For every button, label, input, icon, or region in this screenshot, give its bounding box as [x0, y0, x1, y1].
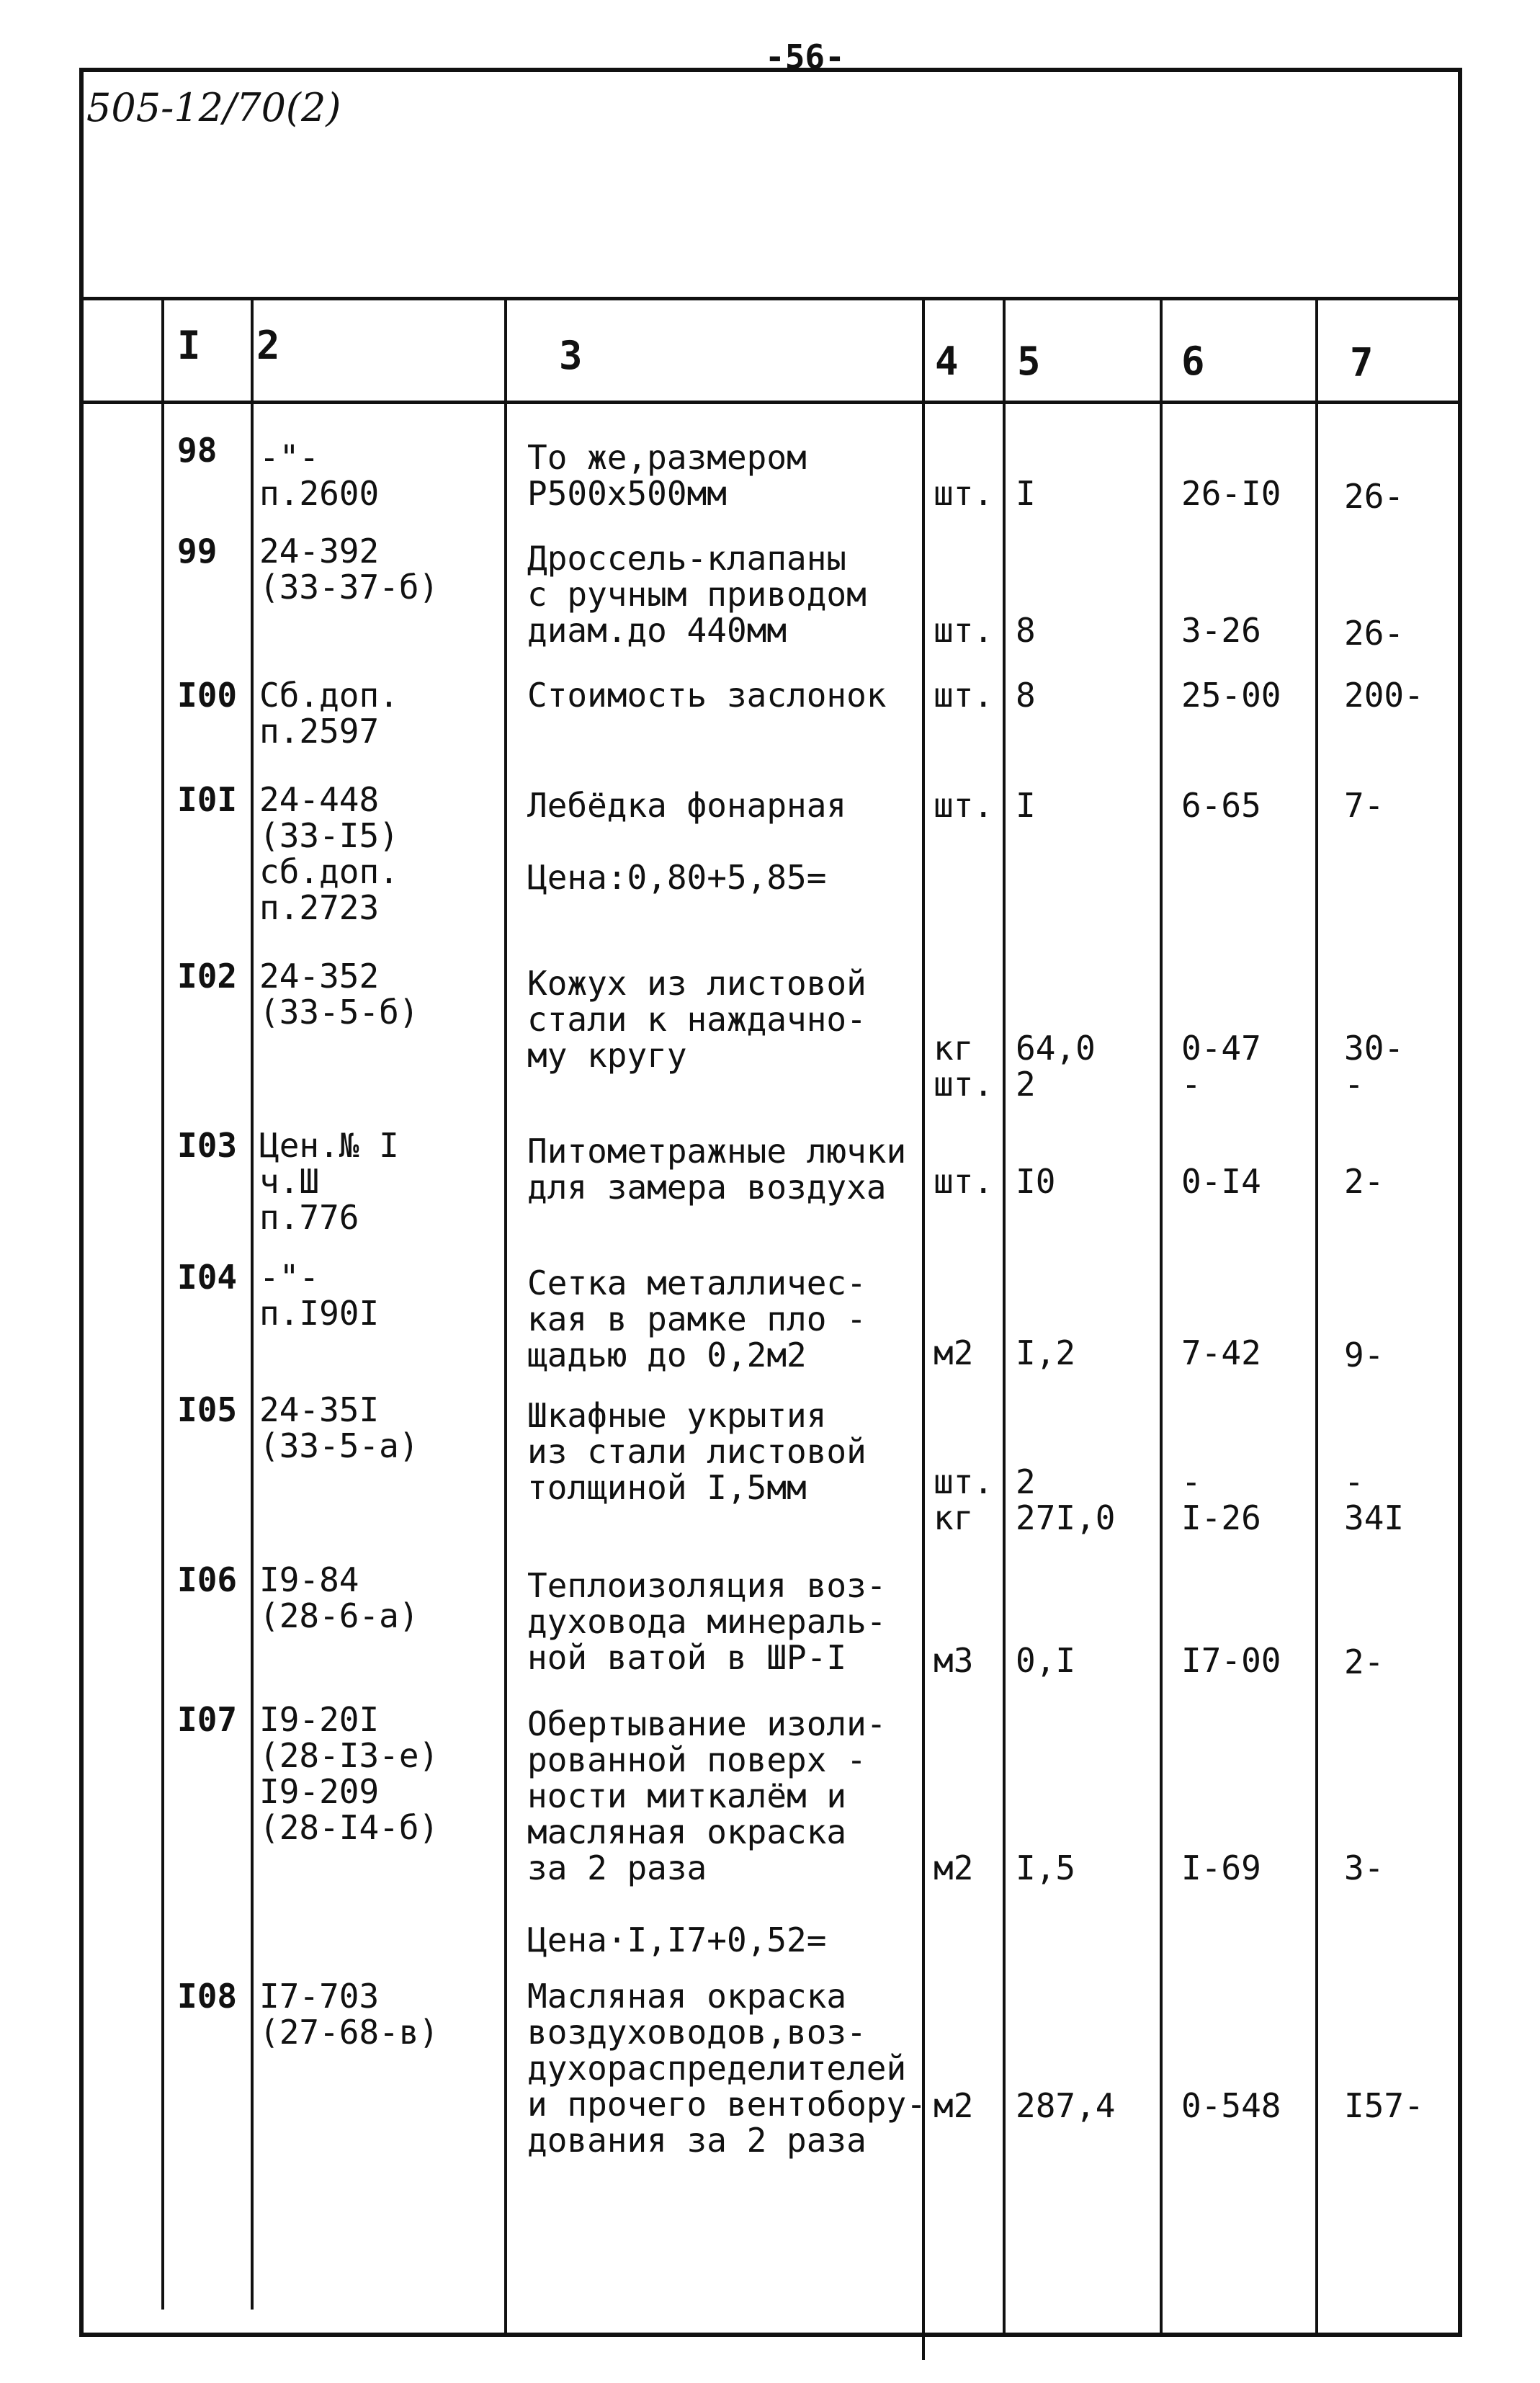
item-name: То же,размером Р500х500мм: [527, 438, 807, 513]
unit: шт. кг: [934, 1462, 994, 1537]
row-number: 99: [177, 532, 218, 571]
item-name: Стоимость заслонок: [527, 676, 887, 715]
unit: шт.: [934, 676, 994, 715]
item-name: Шкафные укрытия из стали листовой толщиной I,5мм: [527, 1396, 867, 1507]
unit-price: I-69: [1181, 1848, 1261, 1887]
quantity: I: [1016, 786, 1036, 825]
unit: м2: [934, 1333, 974, 1372]
price-reference: Цен.№ I ч.Ш п.776: [259, 1126, 399, 1237]
header-bottom-rule: [84, 401, 1458, 404]
quantity: I0: [1016, 1162, 1056, 1201]
unit-price: 3-26: [1181, 611, 1261, 650]
price-reference: -"- п.I90I: [259, 1258, 380, 1333]
unit-price: 6-65: [1181, 786, 1261, 825]
column-divider-6: [1160, 300, 1163, 2337]
column-header-6: 6: [1181, 339, 1205, 384]
unit-price: - I-26: [1181, 1462, 1261, 1537]
quantity: I,2: [1016, 1333, 1076, 1372]
total: - 34I: [1344, 1462, 1405, 1537]
quantity: 0,I: [1016, 1641, 1076, 1680]
unit: кг шт.: [934, 1029, 994, 1104]
quantity: 287,4: [1016, 2086, 1116, 2125]
item-name: Теплоизоляция воз- духовода минераль- ной ватой в ШР-I: [527, 1566, 887, 1677]
price-reference: I7-703 (27-68-в): [259, 1977, 439, 2052]
quantity: 2 27I,0: [1016, 1462, 1116, 1537]
column-divider-7: [1315, 300, 1318, 2337]
unit: м2: [934, 1848, 974, 1887]
unit: м2: [934, 2086, 974, 2125]
row-number: I04: [177, 1258, 238, 1297]
row-number: I02: [177, 957, 238, 996]
total: 26-: [1344, 477, 1405, 516]
price-reference: Сб.доп. п.2597: [259, 676, 399, 751]
total: 7-: [1344, 786, 1384, 825]
column-divider-1: [161, 300, 164, 2310]
item-name: Масляная окраска воздуховодов,воз- духораспределителей и прочего вентобору- дования за 2 раза: [527, 1977, 926, 2160]
column-header-7: 7: [1350, 340, 1374, 385]
total: 2-: [1344, 1642, 1384, 1681]
unit-price: 7-42: [1181, 1333, 1261, 1372]
column-header-3: 3: [559, 333, 583, 378]
unit-price: I7-00: [1181, 1641, 1281, 1680]
unit: м3: [934, 1641, 974, 1680]
header-top-rule: [84, 297, 1458, 300]
row-number: I07: [177, 1700, 238, 1739]
item-name: Сетка металличес- кая в рамке пло - щадью до 0,2м2: [527, 1264, 867, 1374]
unit: шт.: [934, 1162, 994, 1201]
column-header-5: 5: [1017, 339, 1041, 384]
row-number: I03: [177, 1126, 238, 1165]
column-divider-5: [1003, 300, 1006, 2337]
total: I57-: [1344, 2086, 1424, 2125]
column-header-4: 4: [935, 339, 959, 384]
unit: шт.: [934, 474, 994, 513]
row-number: I06: [177, 1560, 238, 1599]
column-divider-3: [504, 300, 507, 2337]
price-reference: 24-352 (33-5-б): [259, 957, 419, 1032]
quantity: I: [1016, 474, 1036, 513]
item-name: Лебёдка фонарная Цена:0,80+5,85=: [527, 786, 847, 897]
row-number: I0I: [177, 780, 238, 819]
column-header-1: I: [177, 323, 201, 368]
total: 9-: [1344, 1336, 1384, 1374]
unit-price: 25-00: [1181, 676, 1281, 715]
document-code: 505-12/70(2): [86, 85, 341, 130]
unit-price: 0-I4: [1181, 1162, 1261, 1201]
item-name: Кожух из листовой стали к наждачно- му кругу: [527, 964, 867, 1075]
price-reference: 24-448 (33-I5) сб.доп. п.2723: [259, 780, 399, 927]
column-header-2: 2: [256, 323, 280, 368]
unit: шт.: [934, 611, 994, 650]
unit-price: 26-I0: [1181, 474, 1281, 513]
row-number: 98: [177, 431, 218, 470]
price-reference: 24-392 (33-37-б): [259, 532, 439, 607]
item-name: Обертывание изоли- рованной поверх - ности миткалём и масляная окраска за 2 раза Цена·I,I7+0,52=: [527, 1704, 887, 1959]
row-number: I00: [177, 676, 238, 715]
total: 3-: [1344, 1848, 1384, 1887]
row-number: I05: [177, 1390, 238, 1429]
unit-price: 0-47 -: [1181, 1029, 1261, 1104]
quantity: 8: [1016, 611, 1036, 650]
total: 2-: [1344, 1162, 1384, 1201]
row-number: I08: [177, 1977, 238, 2016]
page-number: -56-: [765, 37, 845, 76]
price-reference: -"- п.2600: [259, 438, 380, 513]
column-divider-2: [251, 300, 254, 2310]
price-reference: 24-35I (33-5-а): [259, 1390, 419, 1465]
quantity: 8: [1016, 676, 1036, 715]
quantity: 64,0 2: [1016, 1029, 1096, 1104]
total: 26-: [1344, 614, 1405, 653]
total: 200-: [1344, 676, 1424, 715]
price-reference: I9-20I (28-I3-е) I9-209 (28-I4-б): [259, 1700, 439, 1847]
price-reference: I9-84 (28-6-а): [259, 1560, 419, 1635]
unit-price: 0-548: [1181, 2086, 1281, 2125]
item-name: Питометражные лючки для замера воздуха: [527, 1132, 907, 1207]
total: 30- -: [1344, 1029, 1405, 1104]
item-name: Дроссель-клапаны с ручным приводом диам.до 440мм: [527, 539, 867, 650]
quantity: I,5: [1016, 1848, 1076, 1887]
unit: шт.: [934, 786, 994, 825]
